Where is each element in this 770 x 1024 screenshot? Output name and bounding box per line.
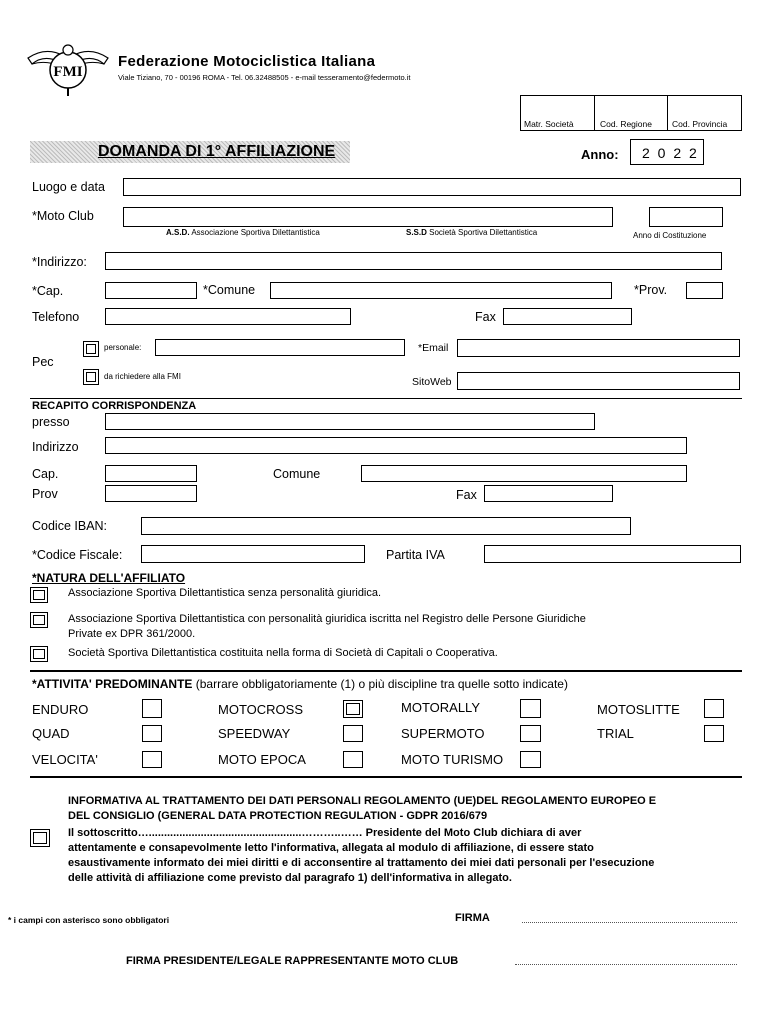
discipline-enduro-label: ENDURO [32, 702, 89, 717]
codice-fiscale-label: *Codice Fiscale: [32, 548, 123, 562]
code-matr-societa: Matr. Società [524, 119, 574, 129]
luogo-data-field[interactable] [123, 178, 741, 196]
pec-fmi-label: da richiedere alla FMI [104, 372, 181, 381]
discipline-moto-epoca-label: MOTO EPOCA [218, 752, 306, 767]
recapito-fax-field[interactable] [484, 485, 613, 502]
cap-field[interactable] [105, 282, 197, 299]
comune-label: *Comune [203, 283, 256, 297]
recapito-heading: RECAPITO CORRISPONDENZA [32, 400, 197, 412]
discipline-speedway-label: SPEEDWAY [218, 726, 291, 741]
presso-label: presso [32, 415, 70, 429]
pec-personale-field[interactable] [155, 339, 405, 356]
fax-field[interactable] [503, 308, 632, 325]
discipline-motorally-label: MOTORALLY [401, 700, 480, 715]
attivita-note: (barrare obbligatoriamente (1) o più discipline tra quelle sotto indicate) [195, 677, 568, 691]
discipline-motoslitte-label: MOTOSLITTE [597, 702, 680, 717]
anno-label: Anno: [581, 147, 619, 162]
natura-option-1-label: Associazione Sportiva Dilettantistica senza personalità giuridica. [68, 587, 382, 599]
cap-label: *Cap. [32, 284, 64, 298]
discipline-quad-label: QUAD [32, 726, 70, 741]
anno-costituzione-label: Anno di Costituzione [633, 231, 707, 240]
discipline-trial-checkbox[interactable] [704, 725, 724, 742]
recapito-comune-label: Comune [273, 467, 321, 481]
discipline-moto-turismo-label: MOTO TURISMO [401, 752, 504, 767]
moto-club-label: *Moto Club [32, 209, 94, 223]
privacy-line-2: attentamente e consapevolmente letto l'informativa, allegata al modulo di affiliazione, di essere stato [68, 842, 594, 854]
code-provincia: Cod. Provincia [672, 119, 728, 129]
privacy-consent-checkbox[interactable] [30, 829, 50, 847]
email-field[interactable] [457, 339, 740, 357]
recapito-prov-label: Prov [32, 487, 58, 501]
ssd-caption: S.S.D Società Sportiva Dilettantistica [406, 228, 538, 237]
attivita-heading-line [32, 677, 568, 691]
pec-personale-label: personale: [104, 343, 142, 352]
attivita-heading: *ATTIVITA' PREDOMINANTE [32, 677, 193, 691]
indirizzo-field[interactable] [105, 252, 722, 270]
recapito-comune-field[interactable] [361, 465, 687, 482]
firma-presidente-label: FIRMA PRESIDENTE/LEGALE RAPPRESENTANTE MOTO CLUB [126, 955, 459, 967]
recapito-prov-field[interactable] [105, 485, 197, 502]
natura-option-2-label-cont: Private ex DPR 361/2000. [68, 628, 196, 640]
partita-iva-field[interactable] [484, 545, 741, 563]
natura-option-3-label: Società Sportiva Dilettantistica costituita nella forma di Società di Capitali o Cooperativa. [68, 647, 498, 659]
attivita-rule-top [30, 670, 742, 672]
anno-costituzione-field[interactable] [649, 207, 723, 227]
discipline-supermoto-label: SUPERMOTO [401, 726, 485, 741]
logo-lettering: FMI [53, 64, 83, 80]
telefono-label: Telefono [32, 310, 80, 324]
iban-label: Codice IBAN: [32, 519, 108, 533]
discipline-moto-turismo-checkbox[interactable] [520, 751, 541, 768]
mandatory-note: * i campi con asterisco sono obbligatori [8, 915, 170, 925]
org-name: Federazione Motociclistica Italiana [118, 53, 376, 70]
discipline-velocita-checkbox[interactable] [142, 751, 162, 768]
discipline-velocita-label: VELOCITA' [32, 752, 98, 767]
pec-label: Pec [32, 355, 54, 369]
prov-field[interactable] [686, 282, 723, 299]
telefono-field[interactable] [105, 308, 351, 325]
privacy-heading-2: DEL CONSIGLIO (GENERAL DATA PROTECTION REGULATION - GDPR 2016/679 [68, 810, 488, 822]
recapito-indirizzo-field[interactable] [105, 437, 687, 454]
privacy-line-1: Il sottoscritto…..................................................………..…… Presidente del Moto Club dichiara di aver [68, 827, 582, 839]
discipline-motocross-label: MOTOCROSS [218, 702, 303, 717]
discipline-trial-label: TRIAL [597, 726, 634, 741]
discipline-quad-checkbox[interactable] [142, 725, 162, 742]
attivita-rule-bottom [30, 776, 742, 778]
pec-personale-checkbox[interactable] [83, 341, 99, 357]
asd-caption: A.S.D. Associazione Sportiva Dilettantistica [166, 228, 320, 237]
discipline-motorally-checkbox[interactable] [520, 699, 541, 718]
pec-fmi-checkbox[interactable] [83, 369, 99, 385]
page-title: DOMANDA DI 1° AFFILIAZIONE [98, 143, 336, 160]
luogo-data-label: Luogo e data [32, 180, 105, 194]
comune-field[interactable] [270, 282, 612, 299]
email-label: *Email [418, 342, 449, 354]
prov-label: *Prov. [634, 283, 668, 297]
discipline-speedway-checkbox[interactable] [343, 725, 363, 742]
recapito-cap-field[interactable] [105, 465, 197, 482]
org-address: Viale Tiziano, 70 - 00196 ROMA - Tel. 06.32488505 - e-mail tesseramento@federmoto.it [118, 73, 411, 82]
sitoweb-label: SitoWeb [412, 376, 452, 388]
natura-option-2-checkbox[interactable] [30, 612, 48, 628]
discipline-enduro-checkbox[interactable] [142, 699, 162, 718]
firma-presidente-line[interactable] [515, 964, 737, 965]
fax-label: Fax [475, 310, 496, 324]
code-regione: Cod. Regione [600, 119, 652, 129]
discipline-moto-epoca-checkbox[interactable] [343, 751, 363, 768]
recapito-indirizzo-label: Indirizzo [32, 440, 79, 454]
codice-fiscale-field[interactable] [141, 545, 365, 563]
privacy-heading-1: INFORMATIVA AL TRATTAMENTO DEI DATI PERSONALI REGOLAMENTO (UE)DEL REGOLAMENTO EUROPEO E [68, 795, 657, 807]
discipline-supermoto-checkbox[interactable] [520, 725, 541, 742]
presso-field[interactable] [105, 413, 595, 430]
privacy-line-3: esaustivamente informato dei miei diritti e di acconsentire al trattamento dei miei dati personali per l'esecuzione [68, 857, 655, 869]
iban-field[interactable] [141, 517, 631, 535]
discipline-motocross-checkbox[interactable] [343, 700, 363, 718]
natura-option-2-label: Associazione Sportiva Dilettantistica con personalità giuridica iscritta nel Registro delle Persone Giuridiche [68, 613, 586, 625]
firma-line[interactable] [522, 922, 737, 923]
discipline-motoslitte-checkbox[interactable] [704, 699, 724, 718]
sitoweb-field[interactable] [457, 372, 740, 390]
recapito-cap-label: Cap. [32, 467, 59, 481]
anno-value: 2 0 2 2 [642, 145, 699, 161]
fmi-logo [26, 40, 110, 98]
natura-heading: *NATURA DELL'AFFILIATO [32, 571, 186, 585]
firma-label: FIRMA [455, 912, 490, 924]
recapito-rule [30, 398, 742, 399]
natura-option-3-checkbox[interactable] [30, 646, 48, 662]
recapito-fax-label: Fax [456, 488, 477, 502]
partita-iva-label: Partita IVA [386, 548, 445, 562]
moto-club-field[interactable] [123, 207, 613, 227]
natura-option-1-checkbox[interactable] [30, 587, 48, 603]
code-boxes [520, 95, 742, 131]
privacy-line-4: delle attività di affiliazione come previsto dal paragrafo 1) dell'informativa in allegato. [68, 872, 512, 884]
indirizzo-label: *Indirizzo: [32, 255, 87, 269]
